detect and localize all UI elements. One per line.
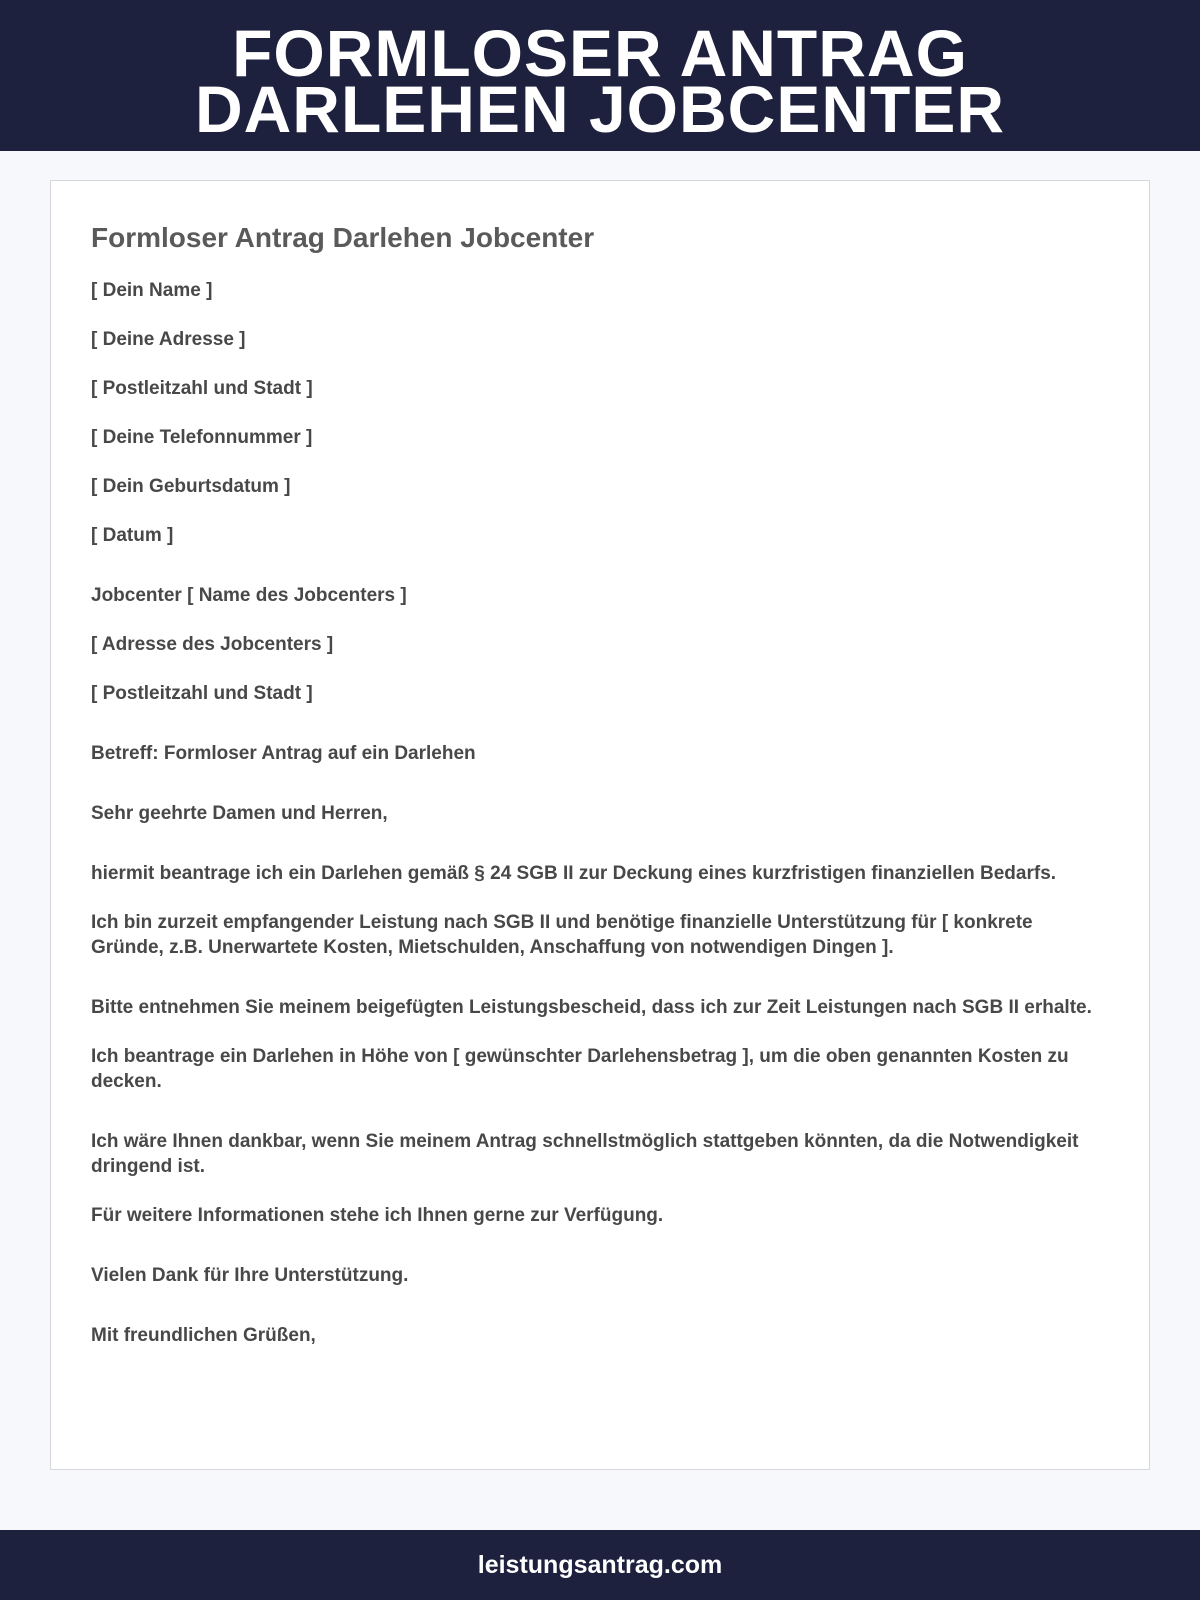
recipient-city: [ Postleitzahl und Stadt ] bbox=[91, 683, 313, 704]
letter-subject: Betreff: Formloser Antrag auf ein Darlehen bbox=[91, 743, 476, 764]
sender-birthdate: [ Dein Geburtsdatum ] bbox=[91, 476, 291, 497]
letter-title: Formloser Antrag Darlehen Jobcenter bbox=[91, 222, 595, 253]
sender-name: [ Dein Name ] bbox=[91, 280, 213, 301]
footer-site-link[interactable]: leistungsantrag.com bbox=[477, 1551, 723, 1579]
footer-bar bbox=[0, 1530, 1200, 1600]
letter-paragraph: Bitte entnehmen Sie meinem beigefügten Leistungsbescheid, dass ich zur Zeit Leistungen nach SGB II erhalte. bbox=[91, 997, 1092, 1018]
sender-city: [ Postleitzahl und Stadt ] bbox=[91, 378, 313, 399]
banner-title: FORMLOSER ANTRAG DARLEHEN JOBCENTER bbox=[194, 16, 1006, 146]
recipient-name: Jobcenter [ Name des Jobcenters ] bbox=[91, 585, 407, 606]
letter-card bbox=[50, 180, 1150, 1470]
letter-date: [ Datum ] bbox=[91, 525, 174, 546]
letter-paragraph: Für weitere Informationen stehe ich Ihnen gerne zur Verfügung. bbox=[91, 1205, 664, 1226]
recipient-address: [ Adresse des Jobcenters ] bbox=[91, 634, 334, 655]
letter-closing: Mit freundlichen Grüßen, bbox=[91, 1325, 316, 1346]
letter-paragraph: Vielen Dank für Ihre Unterstützung. bbox=[91, 1265, 409, 1286]
letter-paragraph: Ich wäre Ihnen dankbar, wenn Sie meinem Antrag schnellstmöglich stattgeben könnten, da die Notwendigkeit dringend ist. bbox=[91, 1131, 1079, 1177]
letter-salutation: Sehr geehrte Damen und Herren, bbox=[91, 803, 388, 824]
header-banner bbox=[0, 0, 1200, 151]
letter-paragraph: Ich bin zurzeit empfangender Leistung nach SGB II und benötige finanzielle Unterstützung für [ konkrete Gründe, z.B. Unerwartete Kosten, Mietschulden, Anschaffung von notwendigen Dingen ]. bbox=[91, 912, 1033, 958]
sender-address: [ Deine Adresse ] bbox=[91, 329, 246, 350]
sender-phone: [ Deine Telefonnummer ] bbox=[91, 427, 313, 448]
letter-paragraph: Ich beantrage ein Darlehen in Höhe von [ gewünschter Darlehensbetrag ], um die oben genannten Kosten zu decken. bbox=[91, 1046, 1069, 1092]
letter-paragraph: hiermit beantrage ich ein Darlehen gemäß § 24 SGB II zur Deckung eines kurzfristigen finanziellen Bedarfs. bbox=[91, 863, 1057, 884]
